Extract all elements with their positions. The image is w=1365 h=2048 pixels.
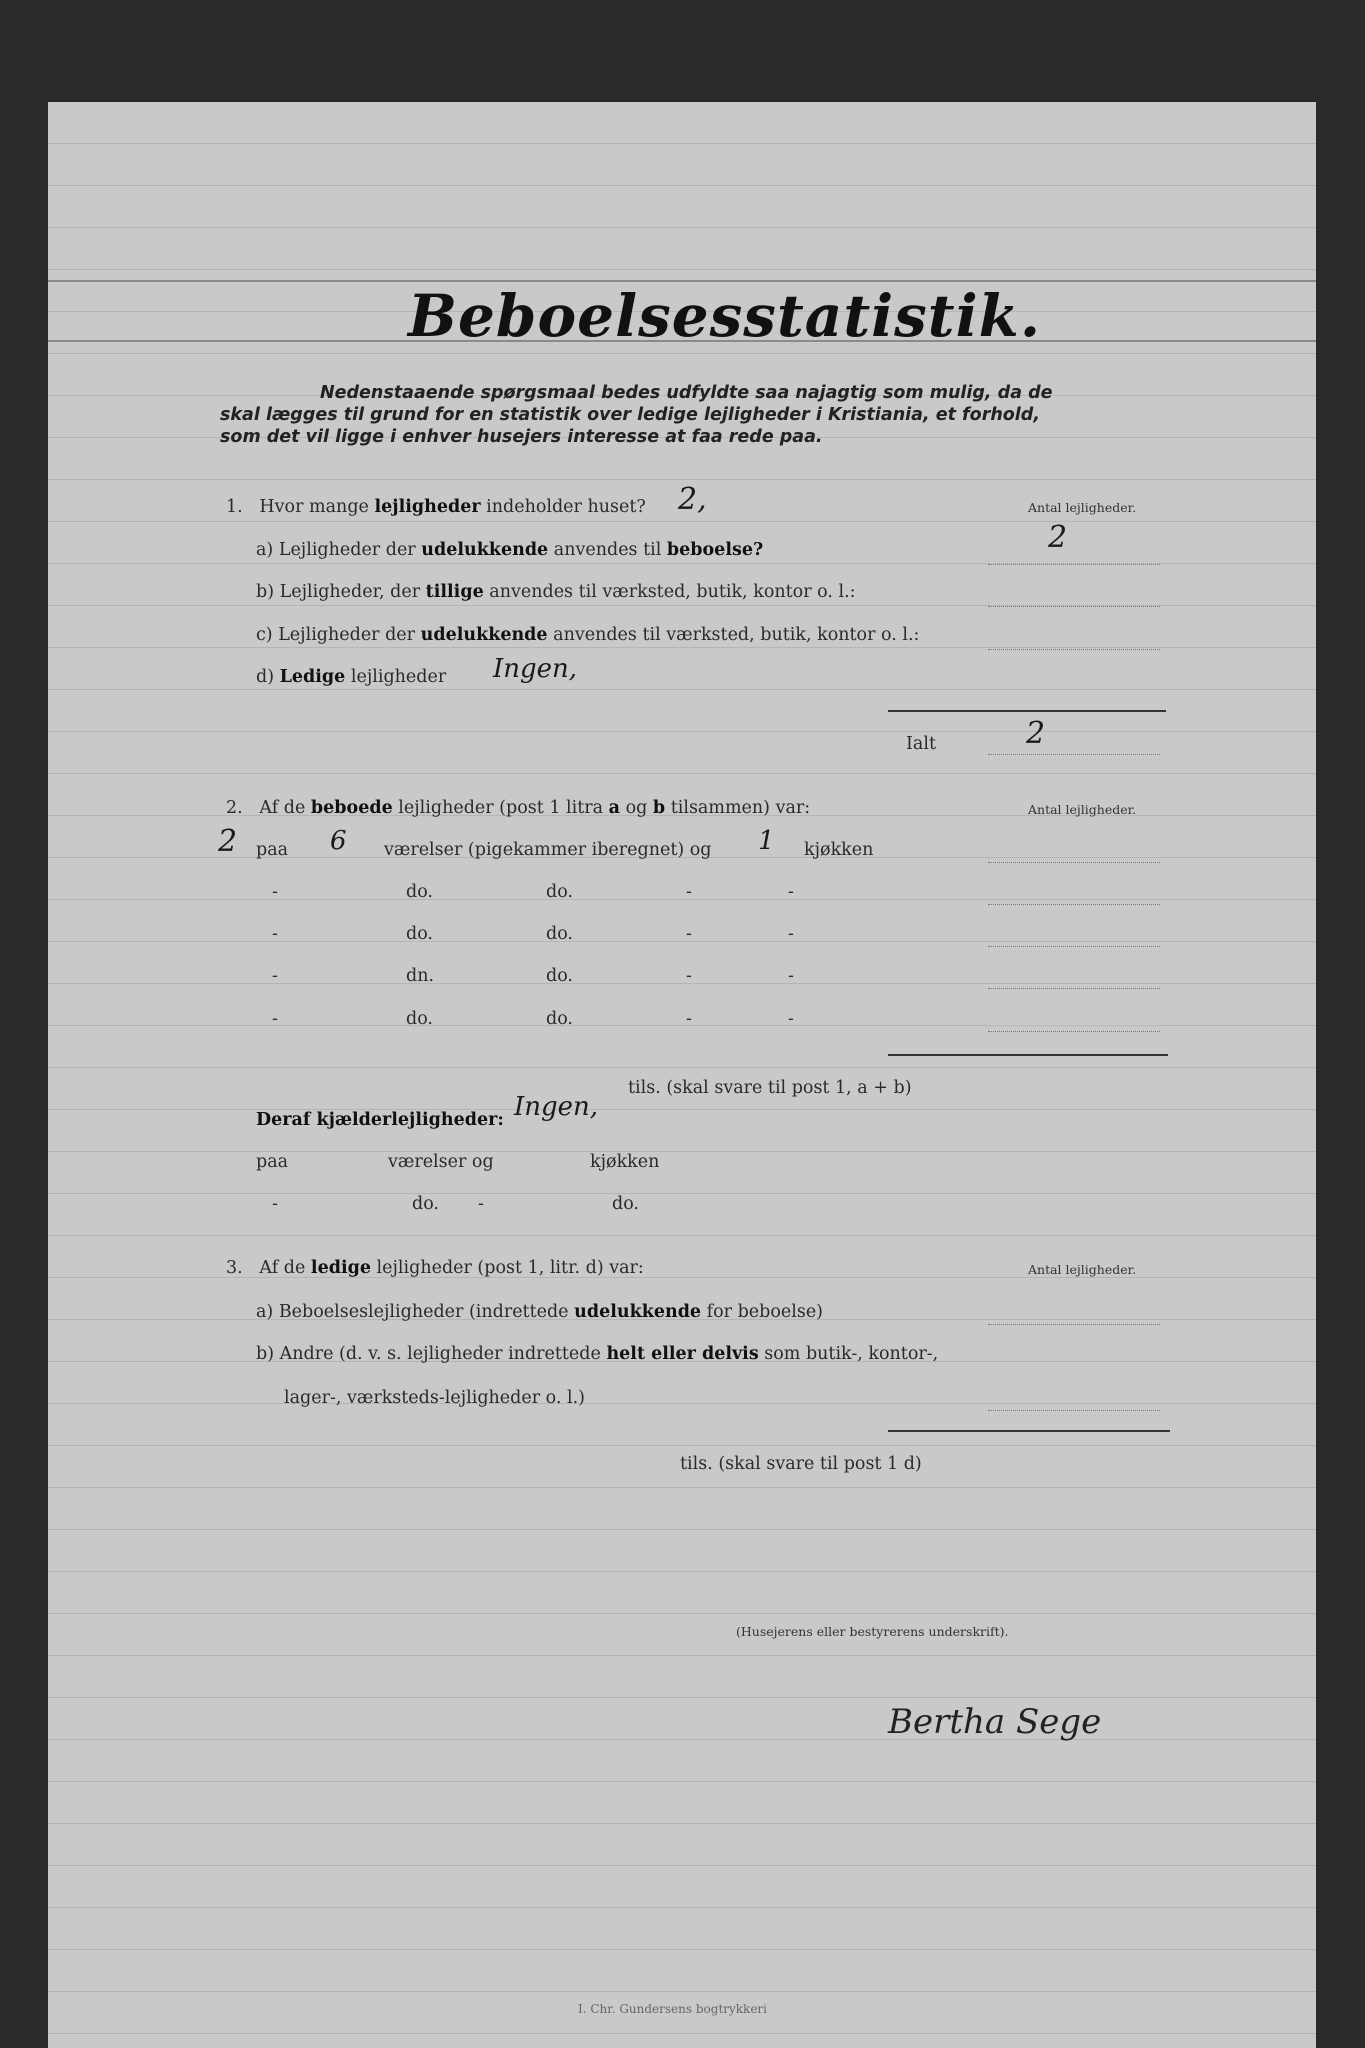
section2-row1-paa: paa [256,840,289,860]
section1-ialt-label: Ialt [906,734,936,754]
section2-ditto-2-c1: do. [406,924,433,944]
form-title: Beboelsesstatistik. [408,282,1042,350]
form-sheet [48,102,1316,2048]
section1-question: 1. Hvor mange lejligheder indeholder huset? [226,497,646,517]
section2-ditto-1-c2: do. [546,882,573,902]
section1-total-answer: 2, [678,482,707,517]
section1-b: b) Lejligheder, der tillige anvendes til værksted, butik, kontor o. l.: [256,582,856,602]
section3-column-header: Antal lejligheder. [1028,1262,1137,1277]
intro-line-2: skal lægges til grund for en statistik over ledige lejligheder i Kristiania, et forhold, [220,405,1040,425]
section2-ditto-4-c1: do. [406,1009,433,1029]
section2-ditto-1-dots [988,904,1160,905]
section2-sub2-dash2: - [478,1194,484,1214]
section1-d-answer: Ingen, [493,654,578,684]
section1-a-answer: 2 [1048,520,1068,555]
section2-ditto-2-c2: do. [546,924,573,944]
section1-c-dots [988,649,1160,650]
section2-ditto-3-dash3: - [788,966,794,986]
section2-sub-paa: paa [256,1152,289,1172]
section1-column-header: Antal lejligheder. [1028,500,1137,515]
intro-line-1: Nedenstaaende spørgsmaal bedes udfyldte saa najagtig som mulig, da de [320,383,1053,403]
section3-a: a) Beboelseslejligheder (indrettede udelukkende for beboelse) [256,1302,824,1322]
section2-row1-text: værelser (pigekammer iberegnet) og [384,840,712,860]
section1-sum-line [888,710,1166,712]
section2-deraf: Deraf kjælderlejligheder: [256,1110,504,1130]
section2-ditto-3-dash2: - [686,966,692,986]
section1-d: d) Ledige lejligheder [256,667,447,687]
section2-ditto-4-dash2: - [686,1009,692,1029]
section2-row1-dots [988,862,1160,863]
section1-ialt-dots [988,754,1160,755]
section1-a-dots [988,564,1160,565]
section2-ditto-1-dash2: - [686,882,692,902]
section2-ditto-4-dash1: - [272,1009,278,1029]
section2-row1-rooms: 6 [330,826,347,856]
section2-sum-line [888,1054,1168,1056]
section2-ditto-1-dash3: - [788,882,794,902]
section3-b: b) Andre (d. v. s. lejligheder indrettede helt eller delvis som butik-, kontor-, [256,1344,939,1364]
section2-sub-kjokken: kjøkken [590,1152,660,1172]
section2-ditto-4-dots [988,1031,1160,1032]
section2-column-header: Antal lejligheder. [1028,802,1137,817]
section2-ditto-2-dots [988,946,1160,947]
section2-ditto-2-dash3: - [788,924,794,944]
section2-ditto-3-dots [988,988,1160,989]
section2-sub2-dash: - [272,1194,278,1214]
section2-tils: tils. (skal svare til post 1, a + b) [628,1078,912,1098]
section2-ditto-2-dash1: - [272,924,278,944]
section1-b-dots [988,606,1160,607]
section2-sub-vaerelser: værelser og [388,1152,494,1172]
section2-row1-kitchen: 1 [758,826,775,856]
section2-row1-kjokken: kjøkken [804,840,874,860]
section1-a: a) Lejligheder der udelukkende anvendes til beboelse? [256,540,764,560]
section3-tils: tils. (skal svare til post 1 d) [680,1454,922,1474]
section1-ialt-answer: 2 [1026,716,1046,751]
section2-row1-count: 2 [218,824,238,859]
section3-a-dots [988,1324,1160,1325]
signature-caption: (Husejerens eller bestyrerens underskrift). [736,1624,1009,1639]
signature: Bertha Sege [888,1702,1102,1742]
section3-question: 3. Af de ledige lejligheder (post 1, litr. d) var: [226,1258,644,1278]
printer-footer: I. Chr. Gundersens bogtrykkeri [578,2002,767,2016]
section2-ditto-1-c1: do. [406,882,433,902]
section3-sum-line [888,1430,1170,1432]
section2-sub2-do2: do. [612,1194,639,1214]
section3-b-line2: lager-, værksteds-lejligheder o. l.) [284,1388,585,1408]
intro-line-3: som det vil ligge i enhver husejers interesse at faa rede paa. [220,427,823,447]
section3-b-dots [988,1410,1160,1411]
section2-ditto-4-c2: do. [546,1009,573,1029]
section2-ditto-4-dash3: - [788,1009,794,1029]
section2-ditto-3-c1: dn. [406,966,435,986]
section2-ditto-1-dash1: - [272,882,278,902]
section2-question: 2. Af de beboede lejligheder (post 1 litra a og b tilsammen) var: [226,798,811,818]
section2-ditto-2-dash2: - [686,924,692,944]
section2-ditto-3-dash1: - [272,966,278,986]
section2-sub2-do1: do. [412,1194,439,1214]
section2-deraf-answer: Ingen, [514,1092,599,1122]
section2-ditto-3-c2: do. [546,966,573,986]
section1-c: c) Lejligheder der udelukkende anvendes til værksted, butik, kontor o. l.: [256,625,920,645]
